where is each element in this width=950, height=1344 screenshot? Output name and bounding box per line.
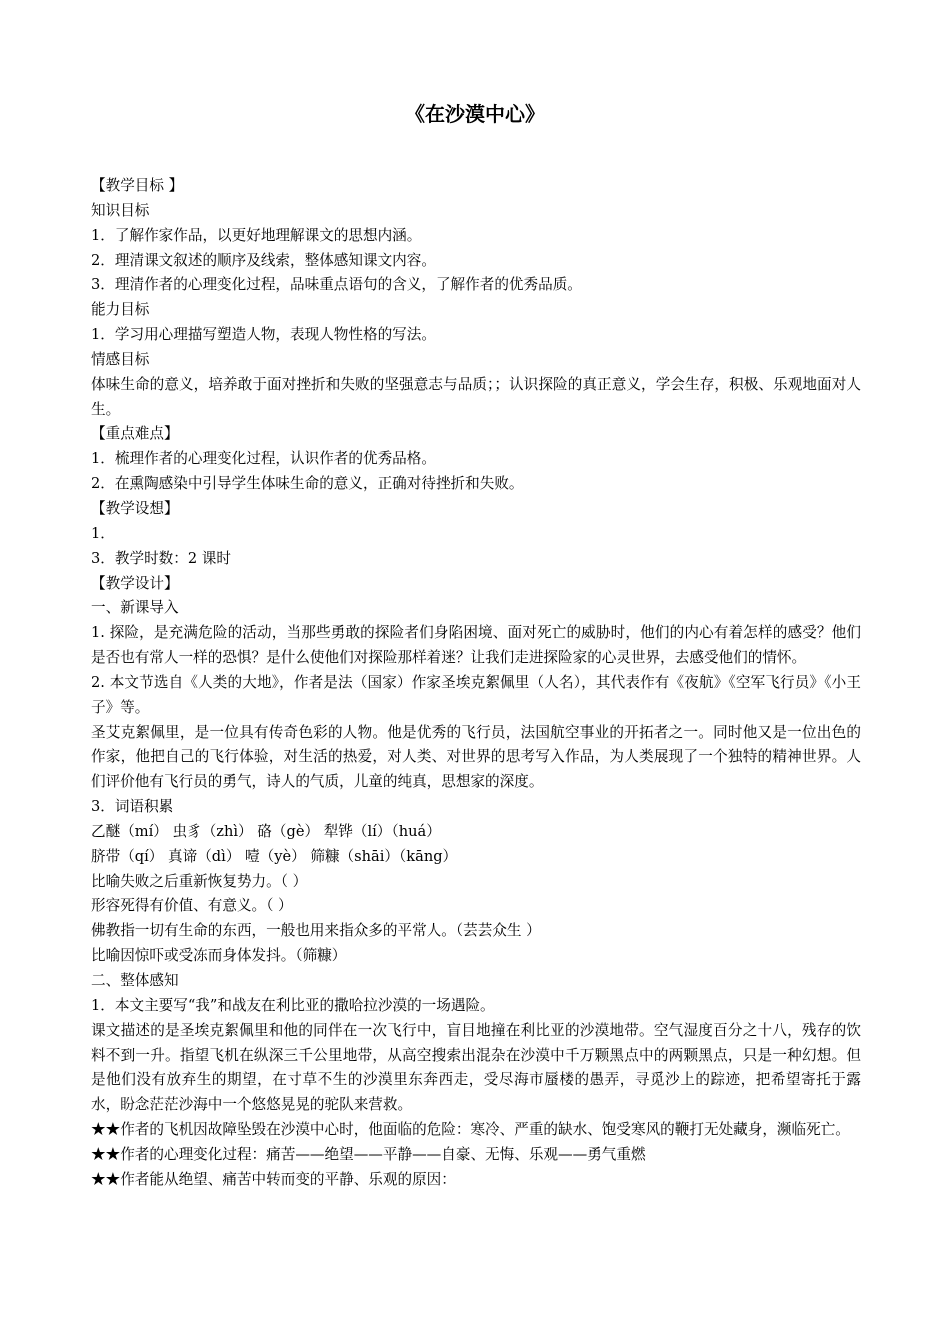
section-heading-key-points: 【重点难点】 [91, 425, 179, 443]
reason-question-line: ★★作者能从绝望、痛苦中转而变的平静、乐观的原因： [91, 1170, 456, 1188]
perception-point-1: 1．本文主要写“我”和战友在利比亚的撒哈拉沙漠的一场遇险。 [91, 996, 495, 1014]
section-heading-teaching-design: 【教学设计】 [91, 574, 179, 592]
psychology-process-line: ★★作者的心理变化过程：痛苦——绝望——平静——自豪、无悔、乐观——勇气重燃 [91, 1145, 646, 1163]
plan-item-3: 3．教学时数：2 课时 [91, 549, 231, 567]
emotion-goal-paragraph: 体味生命的意义，培养敢于面对挫折和失败的坚强意志与品质；；认识探险的真正意义，学会生存，积极、乐观地面对人生。 [91, 375, 861, 418]
document-title: 《在沙漠中心》 [405, 102, 545, 126]
ability-goal-1: 1．学习用心理描写塑造人物，表现人物性格的写法。 [91, 326, 436, 344]
author-paragraph: 圣艾克絮佩里，是一位具有传奇色彩的人物。他是优秀的飞行员，法国航空事业的开拓者之一。同时他又是一位出色的作家，他把自己的飞行体验，对生活的热爱，对人类、对世界的思考写入作品，为人类展现了一个独特的精神世界。人们评价他有飞行员的勇气，诗人的气质，儿童的纯真，思想家的深度。 [91, 723, 861, 791]
vocabulary-definition-2: 形容死得有价值、有意义。（ ） [91, 897, 293, 915]
vocabulary-row-1: 乙醚（mí） 虫豸（zhì） 硌（gè） 犁铧（lí）（huá） [91, 822, 441, 840]
vocabulary-definition-3: 佛教指一切有生命的东西，一般也用来指众多的平常人。（芸芸众生 ） [91, 922, 541, 940]
summary-paragraph: 课文描述的是圣埃克絮佩里和他的同伴在一次飞行中，盲目地撞在利比亚的沙漠地带。空气湿度百分之十八，残存的饮料不到一升。指望飞机在纵深三千公里地带，从高空搜索出混杂在沙漠中千万颗黑点中的两颗黑点，只是一种幻想。但是他们没有放弃生的期望，在寸草不生的沙漠里东奔西走，受尽海市蜃楼的愚弄，寻觅沙上的踪迹，把希望寄托于露水，盼念茫茫沙海中一个悠悠晃晃的驼队来营救。 [91, 1021, 861, 1114]
key-point-1: 1．梳理作者的心理变化过程，认识作者的优秀品格。 [91, 450, 436, 468]
document-body [91, 174, 861, 1193]
subheading-emotion-goals: 情感目标 [91, 350, 150, 368]
subheading-introduction: 一、新课导入 [91, 599, 179, 617]
vocabulary-definition-4: 比喻因惊吓或受冻而身体发抖。（筛糠） [91, 947, 347, 965]
intro-paragraph-1: 1. 探险，是充满危险的活动，当那些勇敢的探险者们身陷困境、面对死亡的威胁时，他们的内心有着怎样的感受？他们是否也有常人一样的恐惧？是什么使他们对探险那样着迷？让我们走进探险家的心灵世界，去感受他们的情怀。 [91, 624, 861, 667]
subheading-overall-perception: 二、整体感知 [91, 972, 179, 989]
vocabulary-row-2: 脐带（qí） 真谛（dì） 噎（yè） 筛糠（shāi）（kāng） [91, 847, 458, 865]
knowledge-goal-3: 3．理清作者的心理变化过程，品味重点语句的含义，了解作者的优秀品质。 [91, 276, 582, 294]
danger-paragraph: ★★作者的飞机因故障坠毁在沙漠中心时，他面临的危险：寒冷、严重的缺水、饱受寒风的鞭打无处藏身，濒临死亡。 [91, 1121, 850, 1139]
section-heading-teaching-goals: 【教学目标 】 [91, 177, 184, 194]
subheading-knowledge-goals: 知识目标 [91, 201, 150, 219]
subheading-ability-goals: 能力目标 [91, 301, 150, 319]
section-heading-teaching-plan: 【教学设想】 [91, 499, 179, 517]
plan-item-1: 1． [91, 524, 115, 542]
knowledge-goal-1: 1．了解作家作品，以更好地理解课文的思想内涵。 [91, 226, 422, 244]
intro-paragraph-2: 2. 本文节选自《人类的大地》，作者是法（国家）作家圣埃克絮佩里（人名），其代表作有《夜航》《空军飞行员》《小王子》等。 [91, 673, 861, 716]
subheading-vocabulary: 3．词语积累 [91, 798, 174, 816]
knowledge-goal-2: 2．理清课文叙述的顺序及线索，整体感知课文内容。 [91, 251, 436, 269]
key-point-2: 2．在熏陶感染中引导学生体味生命的意义，正确对待挫折和失败。 [91, 475, 524, 493]
vocabulary-definition-1: 比喻失败之后重新恢复势力。（ ） [91, 872, 308, 890]
